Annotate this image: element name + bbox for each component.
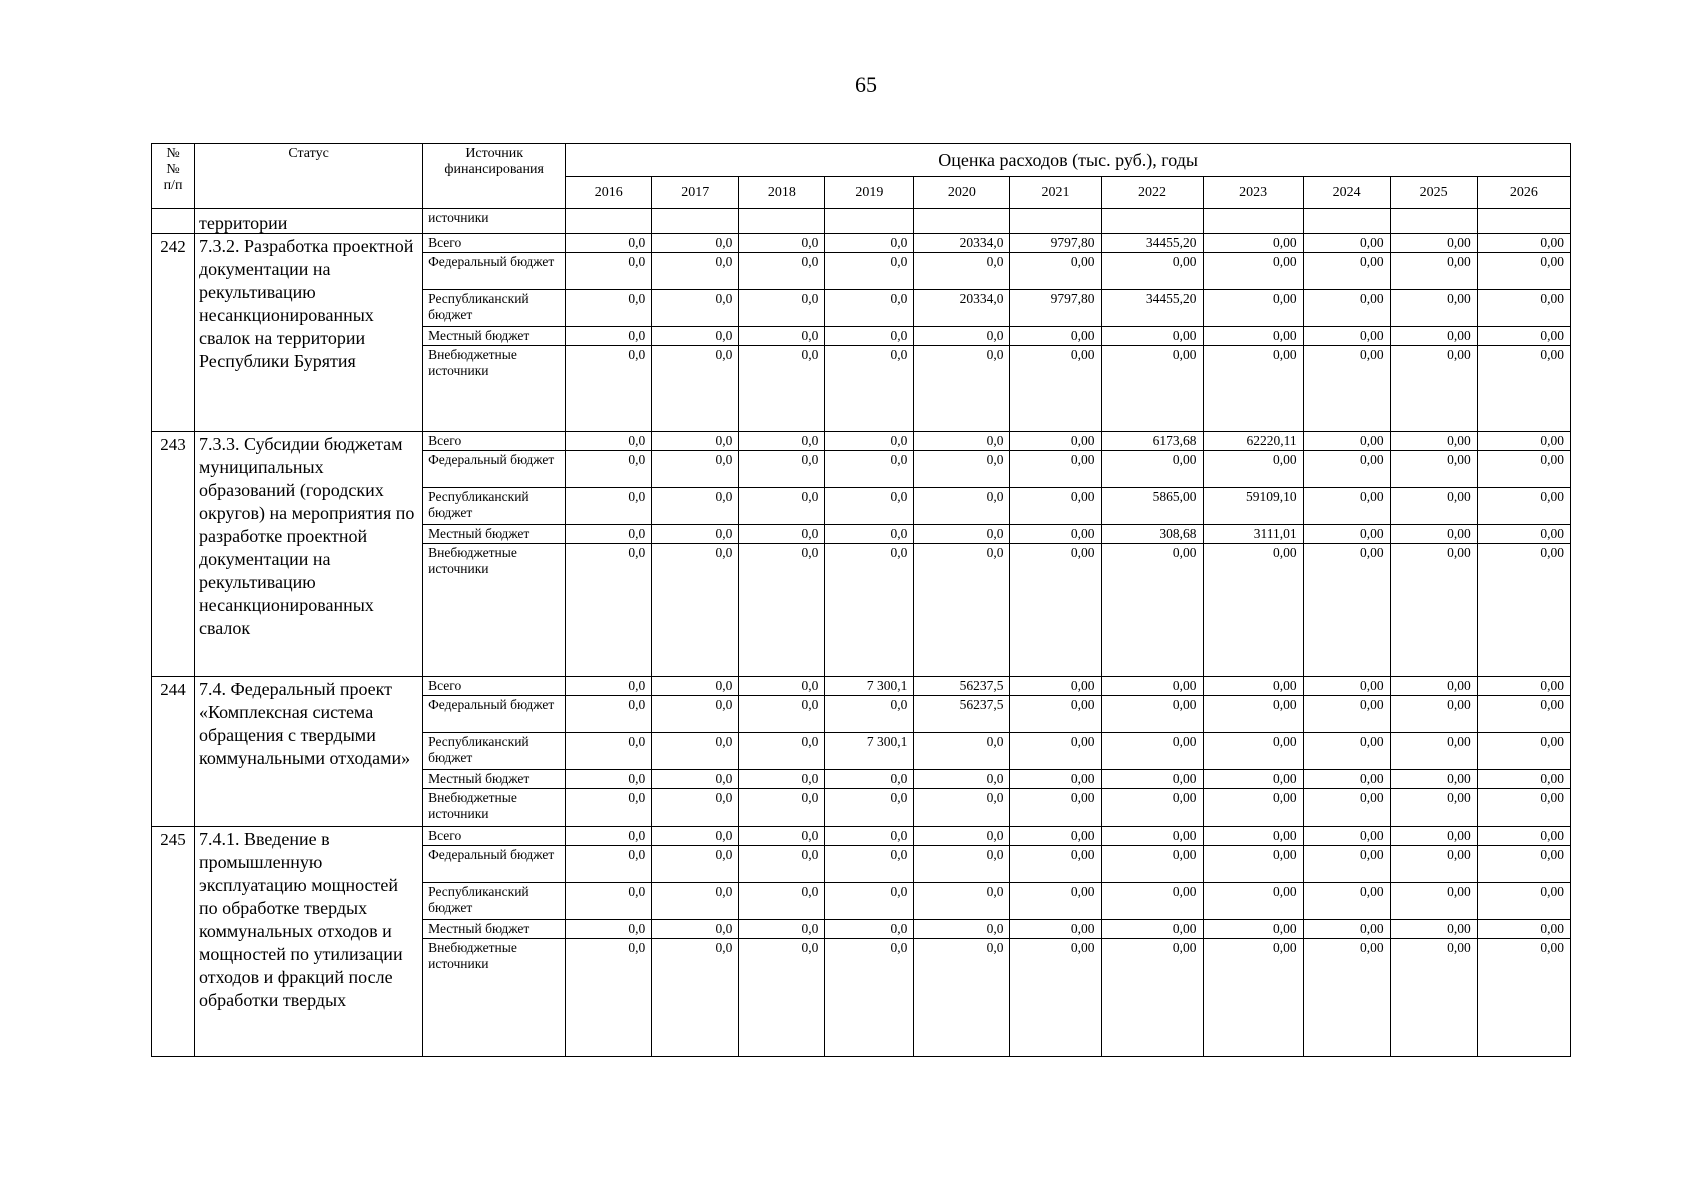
empty-cell [1203,209,1303,234]
value-cell: 0,00 [1390,290,1477,327]
value-cell: 0,0 [652,544,739,677]
value-cell: 0,00 [1101,544,1203,677]
value-cell: 0,00 [1203,883,1303,920]
value-cell: 0,00 [1390,733,1477,770]
value-cell: 0,00 [1303,290,1390,327]
value-cell: 0,00 [1010,327,1101,346]
value-cell: 0,0 [825,939,914,1057]
empty-cell [566,209,652,234]
empty-cell [739,209,825,234]
value-cell: 0,00 [1303,432,1390,451]
header-year: 2026 [1477,177,1570,209]
value-cell: 0,00 [1101,939,1203,1057]
value-cell: 0,0 [825,544,914,677]
funding-source: Республиканский бюджет [423,733,566,770]
value-cell: 0,00 [1010,488,1101,525]
status-description: 7.3.2. Разработка проектной документации на рекультивацию несанкционированных свалок на территории Республики Бурятия [195,234,423,432]
value-cell: 0,0 [652,827,739,846]
value-cell: 0,00 [1390,770,1477,789]
value-cell: 0,0 [825,488,914,525]
value-cell: 0,00 [1477,696,1570,733]
value-cell: 0,00 [1203,234,1303,253]
empty-cell [1477,209,1570,234]
value-cell: 0,00 [1203,346,1303,432]
value-cell: 0,0 [739,488,825,525]
value-cell: 0,00 [1203,733,1303,770]
value-cell: 0,0 [652,451,739,488]
value-cell: 0,0 [914,253,1010,290]
value-cell: 0,0 [739,290,825,327]
value-cell: 0,00 [1390,883,1477,920]
funding-source: Местный бюджет [423,327,566,346]
value-cell: 0,0 [914,920,1010,939]
value-cell: 0,0 [914,827,1010,846]
value-cell: 0,0 [652,432,739,451]
value-cell: 0,00 [1101,677,1203,696]
value-cell: 0,00 [1010,883,1101,920]
value-cell: 0,0 [566,544,652,677]
funding-source: Местный бюджет [423,920,566,939]
value-cell: 0,00 [1203,846,1303,883]
funding-source: Местный бюджет [423,525,566,544]
value-cell: 0,0 [914,789,1010,827]
value-cell: 0,00 [1203,290,1303,327]
value-cell: 0,00 [1101,733,1203,770]
value-cell: 0,0 [739,677,825,696]
value-cell: 0,0 [739,939,825,1057]
value-cell: 0,0 [825,432,914,451]
value-cell: 0,0 [825,883,914,920]
value-cell: 0,00 [1203,920,1303,939]
value-cell: 0,0 [739,883,825,920]
value-cell: 0,00 [1390,789,1477,827]
value-cell: 0,0 [825,253,914,290]
value-cell: 0,00 [1477,346,1570,432]
value-cell: 20334,0 [914,290,1010,327]
value-cell: 56237,5 [914,677,1010,696]
empty-cell [1010,209,1101,234]
value-cell: 0,0 [652,253,739,290]
empty-cell [1101,209,1203,234]
funding-source: Всего [423,234,566,253]
value-cell: 0,0 [914,544,1010,677]
value-cell: 0,00 [1477,733,1570,770]
value-cell: 0,0 [914,327,1010,346]
value-cell: 0,00 [1390,677,1477,696]
value-cell: 0,00 [1010,525,1101,544]
value-cell: 0,0 [739,789,825,827]
value-cell: 56237,5 [914,696,1010,733]
value-cell: 0,00 [1303,733,1390,770]
value-cell: 0,00 [1101,883,1203,920]
value-cell: 3111,01 [1203,525,1303,544]
value-cell: 0,00 [1010,677,1101,696]
value-cell: 0,0 [566,827,652,846]
value-cell: 0,0 [652,883,739,920]
value-cell: 0,00 [1477,451,1570,488]
value-cell: 0,00 [1010,920,1101,939]
value-cell: 0,0 [739,544,825,677]
empty-cell [825,209,914,234]
value-cell: 0,00 [1390,432,1477,451]
value-cell: 0,00 [1390,346,1477,432]
status-description: 7.4. Федеральный проект «Комплексная система обращения с твердыми коммунальными отходами» [195,677,423,827]
value-cell: 0,00 [1477,789,1570,827]
value-cell: 0,0 [566,883,652,920]
value-cell: 0,00 [1303,327,1390,346]
row-number: 242 [152,234,195,432]
value-cell: 0,00 [1477,920,1570,939]
value-cell: 0,0 [825,290,914,327]
value-cell: 0,0 [652,327,739,346]
value-cell: 0,0 [566,327,652,346]
value-cell: 0,0 [825,525,914,544]
value-cell: 0,00 [1010,733,1101,770]
value-cell: 0,00 [1101,770,1203,789]
funding-source: Федеральный бюджет [423,846,566,883]
header-status: Статус [195,144,423,209]
value-cell: 0,0 [739,920,825,939]
value-cell: 0,00 [1477,253,1570,290]
value-cell: 0,00 [1010,432,1101,451]
value-cell: 9797,80 [1010,234,1101,253]
value-cell: 0,00 [1101,827,1203,846]
header-year: 2021 [1010,177,1101,209]
value-cell: 0,00 [1303,770,1390,789]
value-cell: 0,00 [1477,677,1570,696]
value-cell: 0,0 [652,770,739,789]
value-cell: 0,0 [566,525,652,544]
value-cell: 0,0 [739,827,825,846]
value-cell: 0,00 [1390,544,1477,677]
value-cell: 0,00 [1010,846,1101,883]
value-cell: 0,0 [566,920,652,939]
value-cell: 0,0 [566,290,652,327]
value-cell: 0,00 [1010,789,1101,827]
value-cell: 0,00 [1101,253,1203,290]
value-cell: 0,0 [652,846,739,883]
value-cell: 0,00 [1101,451,1203,488]
value-cell: 7 300,1 [825,677,914,696]
value-cell: 0,0 [739,525,825,544]
value-cell: 0,0 [652,920,739,939]
continuation-row [152,209,1571,234]
value-cell: 0,0 [652,696,739,733]
value-cell: 0,0 [825,346,914,432]
value-cell: 0,00 [1477,770,1570,789]
value-cell: 0,00 [1303,846,1390,883]
value-cell: 0,00 [1203,544,1303,677]
value-cell: 0,00 [1010,939,1101,1057]
funding-source: Республиканский бюджет [423,883,566,920]
value-cell: 0,00 [1390,920,1477,939]
table-row [152,827,1571,846]
value-cell: 0,0 [566,234,652,253]
value-cell: 20334,0 [914,234,1010,253]
value-cell: 5865,00 [1101,488,1203,525]
value-cell: 0,0 [566,432,652,451]
value-cell: 0,0 [739,770,825,789]
value-cell: 0,00 [1477,234,1570,253]
page-number: 65 [855,72,877,97]
value-cell: 0,00 [1203,939,1303,1057]
value-cell: 0,0 [914,770,1010,789]
value-cell: 34455,20 [1101,234,1203,253]
value-cell: 0,00 [1303,488,1390,525]
value-cell: 0,00 [1303,346,1390,432]
status-description: 7.3.3. Субсидии бюджетам муниципальных образований (городских округов) на мероприятия по разработке проектной документации на рекультивацию несанкционированных свалок [195,432,423,677]
value-cell: 0,00 [1477,544,1570,677]
value-cell: 0,00 [1390,451,1477,488]
funding-source: Внебюджетные источники [423,346,566,432]
funding-source: Республиканский бюджет [423,290,566,327]
value-cell: 0,00 [1101,696,1203,733]
empty-cell [1390,209,1477,234]
value-cell: 0,00 [1390,939,1477,1057]
value-cell: 0,0 [566,677,652,696]
value-cell: 0,0 [566,770,652,789]
value-cell: 0,0 [825,827,914,846]
header-estimate: Оценка расходов (тыс. руб.), годы [566,144,1571,177]
value-cell: 0,0 [914,939,1010,1057]
value-cell: 0,0 [914,451,1010,488]
value-cell: 0,00 [1390,696,1477,733]
value-cell: 0,00 [1477,525,1570,544]
value-cell: 0,00 [1203,770,1303,789]
value-cell: 0,00 [1390,525,1477,544]
header-year: 2019 [825,177,914,209]
value-cell: 0,00 [1010,253,1101,290]
value-cell: 0,00 [1303,939,1390,1057]
value-cell: 0,0 [566,451,652,488]
value-cell: 0,00 [1101,920,1203,939]
value-cell: 0,0 [566,939,652,1057]
status-description: 7.4.1. Введение в промышленную эксплуатацию мощностей по обработке твердых коммунальных отходов и мощностей по утилизации отходов и фракций после обработки твердых [195,827,423,1057]
value-cell: 0,0 [652,939,739,1057]
value-cell: 0,0 [825,696,914,733]
value-cell: 0,0 [825,920,914,939]
value-cell: 0,0 [739,733,825,770]
value-cell: 0,00 [1477,432,1570,451]
value-cell: 0,0 [652,525,739,544]
value-cell: 0,00 [1390,327,1477,346]
value-cell: 0,0 [566,789,652,827]
value-cell: 0,00 [1303,920,1390,939]
value-cell: 0,00 [1477,290,1570,327]
value-cell: 0,0 [825,451,914,488]
value-cell: 0,00 [1010,346,1101,432]
value-cell: 0,0 [739,451,825,488]
value-cell: 0,00 [1303,696,1390,733]
value-cell: 0,0 [825,770,914,789]
value-cell: 6173,68 [1101,432,1203,451]
value-cell: 7 300,1 [825,733,914,770]
funding-source: Внебюджетные источники [423,544,566,677]
value-cell: 0,0 [739,234,825,253]
value-cell: 0,0 [652,346,739,432]
funding-source: Внебюджетные источники [423,939,566,1057]
value-cell: 0,00 [1203,827,1303,846]
value-cell: 0,00 [1203,327,1303,346]
table-row [152,677,1571,696]
value-cell: 0,0 [914,346,1010,432]
budget-table [151,143,1571,1057]
value-cell: 0,00 [1203,253,1303,290]
value-cell: 0,00 [1010,696,1101,733]
value-cell: 0,00 [1390,488,1477,525]
value-cell: 0,0 [739,432,825,451]
value-cell: 59109,10 [1203,488,1303,525]
value-cell: 0,00 [1477,883,1570,920]
value-cell: 308,68 [1101,525,1203,544]
funding-source: Всего [423,827,566,846]
funding-source: Республиканский бюджет [423,488,566,525]
table-row [152,432,1571,451]
value-cell: 0,00 [1477,327,1570,346]
value-cell: 0,0 [739,846,825,883]
row-number: 243 [152,432,195,677]
header-year: 2018 [739,177,825,209]
value-cell: 0,00 [1303,525,1390,544]
header-year: 2020 [914,177,1010,209]
value-cell: 0,00 [1303,883,1390,920]
value-cell: 0,0 [739,696,825,733]
value-cell: 0,0 [914,525,1010,544]
value-cell: 0,0 [566,846,652,883]
value-cell: 0,00 [1303,451,1390,488]
value-cell: 0,0 [914,733,1010,770]
row-number: 245 [152,827,195,1057]
value-cell: 0,0 [566,253,652,290]
value-cell: 0,00 [1010,827,1101,846]
value-cell: 0,0 [566,488,652,525]
value-cell: 0,00 [1477,827,1570,846]
value-cell: 0,0 [652,789,739,827]
value-cell: 0,0 [566,733,652,770]
empty-cell [1303,209,1390,234]
funding-source: Федеральный бюджет [423,451,566,488]
value-cell: 9797,80 [1010,290,1101,327]
value-cell: 0,00 [1101,346,1203,432]
value-cell: 0,0 [914,883,1010,920]
value-cell: 0,00 [1303,544,1390,677]
funding-source: Местный бюджет [423,770,566,789]
value-cell: 0,00 [1477,939,1570,1057]
value-cell: 0,00 [1477,846,1570,883]
table-row [152,234,1571,253]
value-cell: 0,0 [914,846,1010,883]
row-number: 244 [152,677,195,827]
value-cell: 0,0 [739,253,825,290]
value-cell: 0,0 [566,346,652,432]
header-source: Источник финансирования [423,144,566,209]
empty-cell [652,209,739,234]
value-cell: 0,0 [914,488,1010,525]
value-cell: 0,0 [825,846,914,883]
value-cell: 0,00 [1303,677,1390,696]
funding-source: Внебюджетные источники [423,789,566,827]
value-cell: 0,0 [739,327,825,346]
value-cell: 0,00 [1101,789,1203,827]
value-cell: 0,00 [1010,770,1101,789]
value-cell: 0,00 [1303,253,1390,290]
value-cell: 0,0 [825,234,914,253]
value-cell: 0,00 [1477,488,1570,525]
value-cell: 0,00 [1390,234,1477,253]
header-year: 2025 [1390,177,1477,209]
header-year: 2022 [1101,177,1203,209]
value-cell: 0,00 [1203,789,1303,827]
continuation-status: территории [195,209,423,234]
value-cell: 0,00 [1390,253,1477,290]
header-year: 2017 [652,177,739,209]
value-cell: 0,0 [566,696,652,733]
continuation-source: источники [423,209,566,234]
value-cell: 0,00 [1203,677,1303,696]
value-cell: 34455,20 [1101,290,1203,327]
value-cell: 0,0 [652,733,739,770]
value-cell: 0,0 [825,327,914,346]
value-cell: 0,0 [652,677,739,696]
value-cell: 0,00 [1101,327,1203,346]
funding-source: Федеральный бюджет [423,253,566,290]
value-cell: 0,00 [1390,827,1477,846]
continuation-num-cell [152,209,195,234]
value-cell: 0,0 [652,234,739,253]
value-cell: 0,00 [1203,696,1303,733]
header-year: 2023 [1203,177,1303,209]
value-cell: 0,00 [1101,846,1203,883]
value-cell: 0,00 [1010,544,1101,677]
header-year: 2016 [566,177,652,209]
header-num: № № п/п [152,144,195,209]
value-cell: 0,0 [739,346,825,432]
funding-source: Федеральный бюджет [423,696,566,733]
value-cell: 0,00 [1303,789,1390,827]
value-cell: 62220,11 [1203,432,1303,451]
value-cell: 0,0 [914,432,1010,451]
value-cell: 0,0 [652,488,739,525]
funding-source: Всего [423,432,566,451]
value-cell: 0,00 [1203,451,1303,488]
value-cell: 0,00 [1303,827,1390,846]
funding-source: Всего [423,677,566,696]
value-cell: 0,0 [825,789,914,827]
value-cell: 0,00 [1390,846,1477,883]
value-cell: 0,00 [1010,451,1101,488]
empty-cell [914,209,1010,234]
value-cell: 0,0 [652,290,739,327]
header-year: 2024 [1303,177,1390,209]
value-cell: 0,00 [1303,234,1390,253]
